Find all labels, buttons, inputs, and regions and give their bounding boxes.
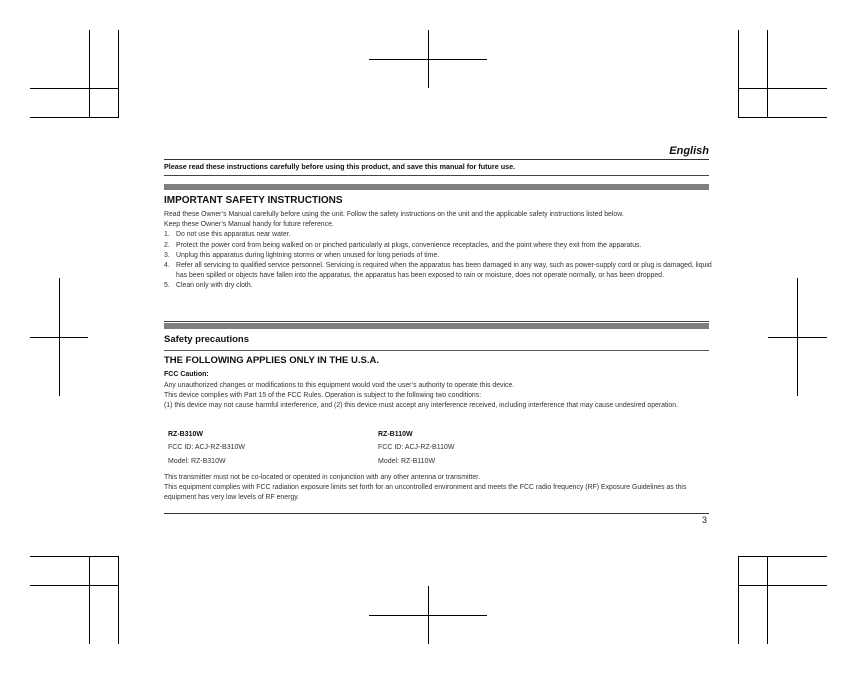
- section-title: Safety precautions: [164, 334, 249, 345]
- crop-mark: [738, 30, 739, 118]
- crop-mark: [118, 30, 119, 118]
- crop-mark: [767, 30, 768, 118]
- header-rule: [164, 159, 709, 160]
- model-name: RZ-B310W: [168, 431, 204, 438]
- list-number: 3.: [164, 251, 170, 259]
- crop-mark: [767, 556, 768, 644]
- paragraph: This equipment complies with FCC radiation exposure limits set forth for an uncontrolled environment and meets the FCC radio frequency (RF) Exposure Guidelines as this equipment has very low levels of RF energy.: [164, 484, 687, 502]
- divider: [164, 175, 709, 176]
- registration-cross: [369, 615, 487, 616]
- paragraph: Keep these Owner’s Manual handy for future reference.: [164, 221, 334, 229]
- list-item: [164, 281, 712, 291]
- instruction-list: [164, 230, 712, 291]
- closing-body: [164, 473, 712, 504]
- list-item: [164, 241, 712, 251]
- list-text: Unplug this apparatus during lightning storms or when unused for long periods of time.: [176, 251, 440, 259]
- list-text: Refer all servicing to qualified service personnel. Servicing is required when the apparatus has been damaged in any way, such as power-supply cord or plug is damaged, liquid has been spilled or objects have fallen into the apparatus, the apparatus has been exposed to rain or moisture, does not operate normally, or has been dropped.: [176, 262, 712, 280]
- crop-mark: [738, 88, 827, 89]
- list-text: Do not use this apparatus near water.: [176, 231, 291, 239]
- model-name: RZ-B110W: [378, 431, 413, 438]
- registration-cross: [30, 337, 88, 338]
- crop-mark: [30, 585, 118, 586]
- crop-mark: [30, 88, 118, 89]
- registration-cross: [768, 337, 827, 338]
- section-bar: [164, 184, 709, 190]
- crop-mark: [89, 30, 90, 118]
- paragraph: Read these Owner’s Manual carefully before using the unit. Follow the safety instructions on the unit and the applicable safety instructions listed below.: [164, 211, 624, 218]
- crop-mark: [738, 117, 827, 118]
- fcc-body: [164, 381, 712, 412]
- crop-mark: [30, 556, 118, 557]
- crop-mark: [738, 585, 827, 586]
- important-body: [164, 210, 712, 292]
- list-number: 5.: [164, 282, 170, 290]
- intro-notice: Please read these instructions carefully before using this product, and save this manual for future use.: [164, 162, 516, 171]
- list-text: Protect the power cord from being walked on or pinched particularly at plugs, convenience receptacles, and the point where they exit from the apparatus.: [176, 241, 642, 249]
- footer-rule: [164, 513, 709, 514]
- paragraph: This transmitter must not be co-located or operated in conjunction with any other antenna or transmitter.: [164, 474, 480, 481]
- fcc-heading: FCC Caution:: [164, 371, 209, 378]
- list-item: [164, 251, 712, 261]
- list-number: 4.: [164, 262, 170, 270]
- crop-mark: [89, 556, 90, 644]
- page-number: 3: [701, 515, 707, 525]
- list-item: [164, 261, 712, 281]
- language-label: English: [669, 145, 709, 157]
- section-title: IMPORTANT SAFETY INSTRUCTIONS: [164, 195, 343, 206]
- crop-mark: [30, 117, 118, 118]
- model-block: [168, 428, 245, 468]
- crop-mark: [738, 556, 739, 644]
- list-item: [164, 230, 712, 240]
- list-number: 2.: [164, 241, 170, 249]
- crop-mark: [738, 556, 827, 557]
- registration-cross: [369, 59, 487, 60]
- crop-mark: [118, 556, 119, 644]
- fcc-id: FCC ID: ACJ-RZ-B110W: [378, 444, 455, 452]
- fcc-id: FCC ID: ACJ-RZ-B310W: [168, 444, 246, 452]
- list-text: Clean only with dry cloth.: [176, 282, 253, 290]
- divider: [164, 321, 709, 322]
- section-bar: [164, 323, 709, 329]
- model-number: Model: RZ-B310W: [168, 457, 226, 465]
- paragraph: (1) this device may not cause harmful interference, and (2) this device must accept any interference received, including interference that may cause undesired operation.: [164, 402, 679, 410]
- model-block: [378, 428, 455, 468]
- model-number: Model: RZ-B110W: [378, 457, 436, 465]
- paragraph: Any unauthorized changes or modifications to this equipment would void the user’s authority to operate this device.: [164, 382, 515, 389]
- list-number: 1.: [164, 231, 170, 239]
- subsection-title: THE FOLLOWING APPLIES ONLY IN THE U.S.A.: [164, 355, 379, 366]
- divider: [164, 350, 709, 351]
- paragraph: This device complies with Part 15 of the FCC Rules. Operation is subject to the following two conditions:: [164, 392, 482, 400]
